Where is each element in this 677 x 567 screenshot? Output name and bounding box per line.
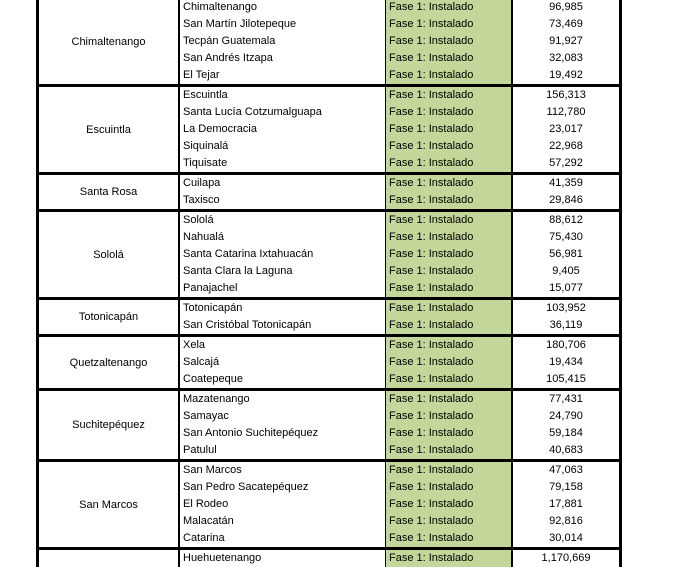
department-group [36,547,622,567]
population-cell[interactable]: 22,968 [549,140,583,152]
department-group [36,84,622,172]
department-group [36,209,622,297]
table-row [180,513,619,530]
population-cell[interactable]: 59,184 [549,427,583,439]
table-row [180,175,619,192]
municipality-cell[interactable]: Santa Lucía Cotzumalguapa [180,104,386,121]
phase-cell[interactable]: Fase 1: Instalado [386,192,513,209]
municipality-cell[interactable]: Escuintla [180,87,386,104]
municipality-cell[interactable]: Samayac [180,408,386,425]
municipality-cell[interactable]: San Antonio Suchitepéquez [180,425,386,442]
table-row [180,408,619,425]
municipality-cell[interactable]: Sololá [180,212,386,229]
phase-cell[interactable]: Fase 1: Instalado [386,408,513,425]
population-cell[interactable]: 41,359 [549,177,583,189]
municipality-cell[interactable]: San Andrés Itzapa [180,50,386,67]
population-cell[interactable]: 103,952 [546,302,586,314]
department-group [36,388,622,459]
phase-cell[interactable]: Fase 1: Instalado [386,280,513,297]
table-row [180,317,619,334]
population-cell[interactable]: 30,014 [549,532,583,544]
phase-cell[interactable]: Fase 1: Instalado [386,442,513,459]
municipality-cell[interactable]: Mazatenango [180,391,386,408]
department-cell[interactable]: Escuintla [39,87,180,172]
phase-cell[interactable]: Fase 1: Instalado [386,513,513,530]
population-cell[interactable]: 56,981 [549,248,583,260]
phase-cell[interactable]: Fase 1: Instalado [386,550,513,567]
population-cell[interactable]: 1,170,669 [541,552,591,564]
phase-cell[interactable]: Fase 1: Instalado [386,33,513,50]
population-cell[interactable]: 105,415 [546,373,586,385]
table-row [180,50,619,67]
table-row [180,87,619,104]
phase-cell[interactable]: Fase 1: Instalado [386,138,513,155]
municipality-cell[interactable]: Patulul [180,442,386,459]
table-row [180,263,619,280]
municipality-cell[interactable]: Taxisco [180,192,386,209]
municipality-cell[interactable]: San Cristóbal Totonicapán [180,317,386,334]
municipality-cell[interactable]: San Pedro Sacatepéquez [180,479,386,496]
population-cell[interactable]: 77,431 [549,393,583,405]
table-row [180,550,619,567]
table-row [180,391,619,408]
phase-cell[interactable]: Fase 1: Instalado [386,104,513,121]
municipality-cell[interactable]: El Tejar [180,67,386,84]
phase-cell[interactable]: Fase 1: Instalado [386,16,513,33]
population-cell[interactable]: 75,430 [549,231,583,243]
phase-cell[interactable]: Fase 1: Instalado [386,317,513,334]
phase-cell[interactable]: Fase 1: Instalado [386,155,513,172]
municipality-cell[interactable]: Panajachel [180,280,386,297]
phase-cell[interactable]: Fase 1: Instalado [386,391,513,408]
population-cell[interactable]: 9,405 [552,265,580,277]
table-row [180,0,619,16]
table-row [180,442,619,459]
table-row [180,212,619,229]
municipality-cell[interactable]: Xela [180,337,386,354]
department-cell[interactable]: Sololá [39,212,180,297]
table-row [180,530,619,547]
population-cell[interactable]: 32,083 [549,52,583,64]
population-cell[interactable]: 73,469 [549,18,583,30]
department-group [36,334,622,388]
phase-cell[interactable]: Fase 1: Instalado [386,337,513,354]
spreadsheet-table [36,0,622,567]
municipality-cell[interactable]: Catarina [180,530,386,547]
population-cell[interactable]: 96,985 [549,1,583,13]
department-cell[interactable]: Totonicapán [39,300,180,334]
table-row [180,300,619,317]
department-cell[interactable]: Santa Rosa [39,175,180,209]
municipality-cell[interactable]: Salcajá [180,354,386,371]
population-cell[interactable]: 17,881 [549,498,583,510]
municipality-cell[interactable]: San Marcos [180,462,386,479]
municipality-cell[interactable]: Santa Clara la Laguna [180,263,386,280]
phase-cell[interactable]: Fase 1: Instalado [386,175,513,192]
department-cell[interactable]: Quetzaltenango [39,337,180,388]
department-group [36,0,622,84]
phase-cell[interactable]: Fase 1: Instalado [386,50,513,67]
table-row [180,246,619,263]
population-cell[interactable]: 40,683 [549,444,583,456]
table-row [180,16,619,33]
department-group [36,172,622,209]
population-cell[interactable]: 24,790 [549,410,583,422]
table-row [180,280,619,297]
municipality-cell[interactable]: Tecpán Guatemala [180,33,386,50]
municipality-cell[interactable]: Chimaltenango [180,0,386,16]
table-row [180,138,619,155]
phase-cell[interactable]: Fase 1: Instalado [386,121,513,138]
table-row [180,104,619,121]
municipality-cell[interactable]: Siquinalá [180,138,386,155]
population-cell[interactable]: 180,706 [546,339,586,351]
population-cell[interactable]: 15,077 [549,282,583,294]
population-cell[interactable]: 88,612 [549,214,583,226]
population-cell[interactable]: 79,158 [549,481,583,493]
table-row [180,496,619,513]
municipality-cell[interactable]: Huehuetenango [180,550,386,567]
department-cell[interactable]: San Marcos [39,462,180,547]
population-cell[interactable]: 57,292 [549,157,583,169]
department-cell[interactable]: Suchitepéquez [39,391,180,459]
phase-cell[interactable]: Fase 1: Instalado [386,496,513,513]
municipality-cell[interactable]: Malacatán [180,513,386,530]
population-cell[interactable]: 29,846 [549,194,583,206]
table-row [180,354,619,371]
municipality-cell[interactable]: La Democracia [180,121,386,138]
municipality-cell[interactable]: Coatepeque [180,371,386,388]
municipality-cell[interactable]: Santa Catarina Ixtahuacán [180,246,386,263]
phase-cell[interactable]: Fase 1: Instalado [386,212,513,229]
phase-cell[interactable]: Fase 1: Instalado [386,354,513,371]
department-group [36,297,622,334]
phase-cell[interactable]: Fase 1: Instalado [386,263,513,280]
phase-cell[interactable]: Fase 1: Instalado [386,300,513,317]
population-cell[interactable]: 47,063 [549,464,583,476]
phase-cell[interactable]: Fase 1: Instalado [386,530,513,547]
municipality-cell[interactable]: Tiquisate [180,155,386,172]
phase-cell[interactable]: Fase 1: Instalado [386,479,513,496]
table-row [180,479,619,496]
phase-cell[interactable]: Fase 1: Instalado [386,371,513,388]
table-row [180,229,619,246]
phase-cell[interactable]: Fase 1: Instalado [386,246,513,263]
table-row [180,462,619,479]
municipality-cell[interactable]: Totonicapán [180,300,386,317]
table-row [180,337,619,354]
population-cell[interactable]: 23,017 [549,123,583,135]
phase-cell[interactable]: Fase 1: Instalado [386,229,513,246]
table-row [180,371,619,388]
phase-cell[interactable]: Fase 1: Instalado [386,87,513,104]
municipality-cell[interactable]: Nahualá [180,229,386,246]
table-row [180,33,619,50]
table-row [180,425,619,442]
table-row [180,121,619,138]
phase-cell[interactable]: Fase 1: Instalado [386,0,513,16]
population-cell[interactable]: 112,780 [546,106,586,118]
population-cell[interactable]: 92,816 [549,515,583,527]
municipality-cell[interactable]: El Rodeo [180,496,386,513]
population-cell[interactable]: 36,119 [549,319,583,331]
table-row [180,192,619,209]
population-cell[interactable]: 156,313 [546,89,586,101]
department-cell[interactable]: Chimaltenango [39,0,180,84]
population-cell[interactable]: 91,927 [549,35,583,47]
department-group [36,459,622,547]
phase-cell[interactable]: Fase 1: Instalado [386,462,513,479]
phase-cell[interactable]: Fase 1: Instalado [386,67,513,84]
phase-cell[interactable]: Fase 1: Instalado [386,425,513,442]
municipality-cell[interactable]: Cuilapa [180,175,386,192]
population-cell[interactable]: 19,434 [549,356,583,368]
table-row [180,155,619,172]
department-cell[interactable] [39,550,180,567]
municipality-cell[interactable]: San Martín Jilotepeque [180,16,386,33]
table-row [180,67,619,84]
population-cell[interactable]: 19,492 [549,69,583,81]
